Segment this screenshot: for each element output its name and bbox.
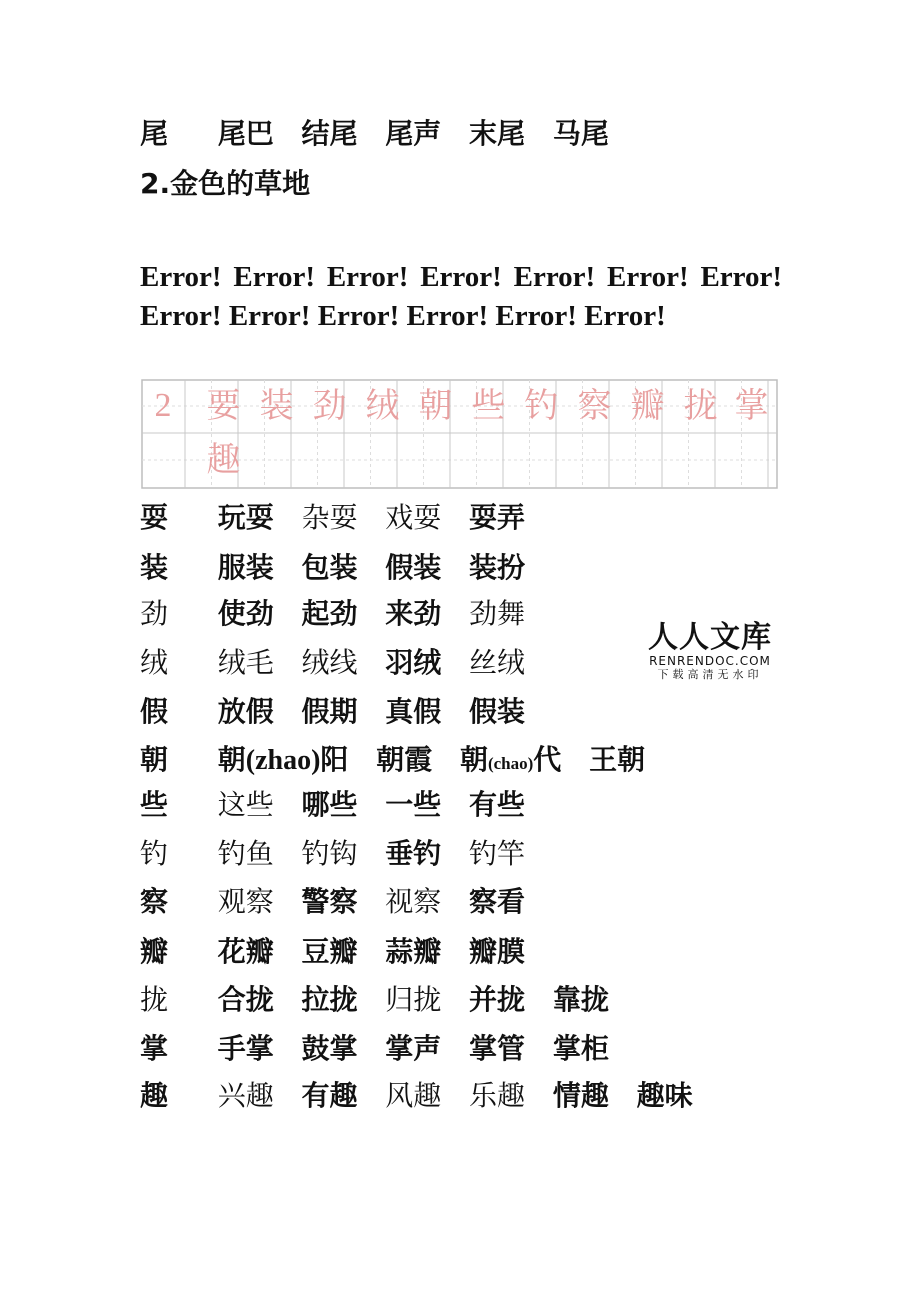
head-char: 瓣 [140, 935, 169, 968]
error-text: Error! [326, 261, 409, 293]
word: 羽绒 [385, 646, 442, 679]
word: 归拢 [385, 983, 442, 1016]
word: 垂钓 [385, 837, 442, 870]
error-text-block [140, 258, 782, 336]
word: 蒜瓣 [385, 935, 442, 968]
word-char: 代 [533, 743, 562, 776]
head-char: 朝 [140, 743, 169, 776]
word: 钓竿 [469, 837, 526, 870]
watermark-tagline: 下载高清无水印 [657, 668, 763, 681]
grid-char: 察 [577, 386, 612, 426]
error-text: Error! [317, 300, 400, 332]
word: 装扮 [469, 551, 526, 584]
word: 掌声 [385, 1032, 442, 1065]
word: 一些 [385, 788, 442, 821]
error-text: Error! [406, 300, 489, 332]
word: 王朝 [589, 743, 646, 776]
pinyin: (chao) [487, 754, 534, 773]
watermark [648, 622, 772, 682]
word: 马尾 [552, 117, 609, 150]
entry-line [140, 548, 543, 588]
word: 包装 [301, 551, 358, 584]
grid-char: 瓣 [630, 386, 665, 426]
entry-line [140, 1076, 711, 1116]
word: 朝霞 [376, 743, 433, 776]
grid-char: 趣 [206, 440, 241, 480]
entry-line [140, 498, 543, 538]
practice-grid [141, 379, 778, 489]
word: 假装 [469, 695, 526, 728]
entry-line-chao [140, 740, 663, 780]
grid-char: 些 [471, 386, 506, 426]
word: 劲舞 [469, 597, 526, 630]
head-char: 趣 [140, 1079, 169, 1112]
watermark-title: 人人文库 [648, 620, 772, 655]
head-char: 假 [140, 695, 169, 728]
word: 合拢 [217, 983, 274, 1016]
section-heading: 2.金色的草地 [140, 167, 311, 200]
error-text: Error! [420, 261, 502, 293]
word: 尾巴 [217, 117, 274, 150]
head-char: 钓 [140, 837, 169, 870]
word: 掌管 [469, 1032, 526, 1065]
error-text: Error! [228, 300, 311, 332]
word: 花瓣 [217, 935, 274, 968]
head-char: 察 [140, 885, 169, 918]
word: 鼓掌 [301, 1032, 358, 1065]
error-text: Error! [513, 261, 596, 293]
word: 豆瓣 [301, 935, 358, 968]
word: 尾声 [385, 117, 442, 150]
word: 哪些 [301, 788, 358, 821]
word: 结尾 [301, 117, 358, 150]
grid-char: 拢 [683, 386, 718, 426]
head-char: 掌 [140, 1032, 169, 1065]
entry-line [140, 932, 543, 972]
word: 绒线 [301, 646, 358, 679]
head-char: 绒 [140, 646, 169, 679]
word: 情趣 [552, 1079, 609, 1112]
word: 有些 [469, 788, 526, 821]
word: 手掌 [217, 1032, 274, 1065]
word: 掌柜 [552, 1032, 609, 1065]
entry-line [140, 785, 543, 825]
word: 有趣 [301, 1079, 358, 1112]
word: 使劲 [217, 597, 274, 630]
word [460, 740, 561, 784]
error-text: Error! [584, 300, 666, 332]
watermark-site: RENRENDOC.COM [649, 654, 771, 668]
word [218, 740, 349, 781]
word: 放假 [217, 695, 274, 728]
entry-line [140, 594, 543, 634]
word: 瓣膜 [469, 935, 526, 968]
grid-char: 装 [259, 386, 294, 426]
word: 绒毛 [217, 646, 274, 679]
word: 风趣 [385, 1079, 442, 1112]
error-text: Error! [495, 300, 577, 332]
head-char: 耍 [140, 501, 169, 534]
word: 丝绒 [469, 646, 526, 679]
entry-line [140, 1029, 627, 1069]
error-text: Error! [140, 261, 222, 293]
grid-char: 钓 [524, 386, 559, 426]
entry-line [140, 643, 543, 683]
word: 真假 [385, 695, 442, 728]
grid-char: 要 [206, 386, 241, 426]
word: 戏耍 [385, 501, 442, 534]
word: 服装 [217, 551, 274, 584]
entry-line [140, 882, 543, 922]
word: 起劲 [301, 597, 358, 630]
error-text: Error! [607, 261, 689, 293]
word: 察看 [469, 885, 526, 918]
head-char: 装 [140, 551, 169, 584]
word: 来劲 [385, 597, 442, 630]
head-char: 些 [140, 788, 169, 821]
word: 这些 [217, 788, 274, 821]
top-word-line [140, 114, 627, 154]
entry-line [140, 980, 627, 1020]
word: 并拢 [469, 983, 526, 1016]
word: 杂耍 [301, 501, 358, 534]
word-char: 朝 [459, 743, 488, 776]
head-char: 尾 [140, 117, 169, 150]
word: 假装 [385, 551, 442, 584]
grid-char: 朝 [418, 386, 453, 426]
grid-number: 2 [154, 387, 172, 424]
head-char: 劲 [140, 597, 169, 630]
error-text: Error! [700, 261, 783, 293]
head-char: 拢 [140, 983, 169, 1016]
word: 趣味 [636, 1079, 693, 1112]
word: 乐趣 [469, 1079, 526, 1112]
word: 警察 [301, 885, 358, 918]
word: 兴趣 [217, 1079, 274, 1112]
pinyin: (zhao) [245, 745, 321, 776]
word: 玩耍 [217, 501, 274, 534]
word: 靠拢 [552, 983, 609, 1016]
grid-char: 掌 [734, 386, 769, 426]
error-text: Error! [140, 300, 222, 332]
entry-line [140, 834, 543, 874]
word: 钓钩 [301, 837, 358, 870]
grid-char: 劲 [312, 386, 347, 426]
word: 钓鱼 [217, 837, 274, 870]
entry-line [140, 692, 543, 732]
word: 末尾 [469, 117, 526, 150]
word: 视察 [385, 885, 442, 918]
error-text: Error! [233, 261, 315, 293]
word: 假期 [301, 695, 358, 728]
word: 耍弄 [469, 501, 526, 534]
word: 观察 [217, 885, 274, 918]
word-char: 朝 [217, 743, 246, 776]
word-char: 阳 [320, 743, 349, 776]
word: 拉拢 [301, 983, 358, 1016]
grid-char: 绒 [365, 386, 400, 426]
